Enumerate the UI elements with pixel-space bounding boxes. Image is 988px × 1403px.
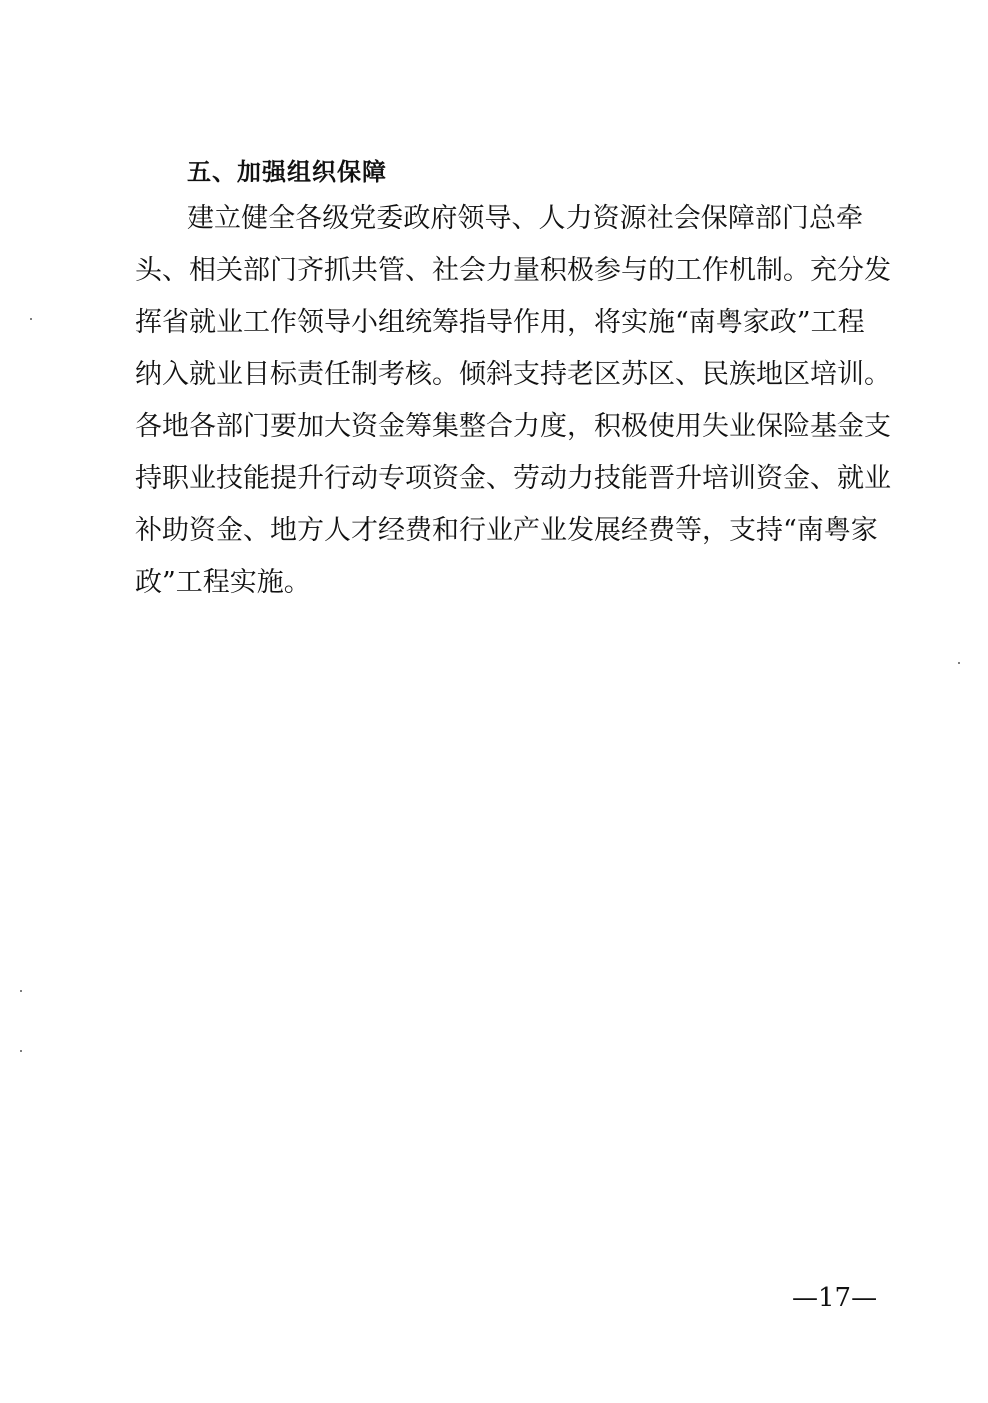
scan-speck <box>30 318 32 320</box>
scan-speck <box>20 990 22 992</box>
paragraph-line: 挥省就业工作领导小组统筹指导作用，将实施“南粤家政”工程 <box>135 307 865 338</box>
paragraph-line: 政”工程实施。 <box>135 567 311 598</box>
paragraph-line: 各地各部门要加大资金筹集整合力度，积极使用失业保险基金支 <box>135 411 891 442</box>
page-number: —17— <box>792 1283 878 1313</box>
paragraph-line: 头、相关部门齐抓共管、社会力量积极参与的工作机制。充分发 <box>135 255 891 286</box>
scan-speck <box>958 662 960 664</box>
scan-speck <box>20 1050 22 1052</box>
paragraph-line: 持职业技能提升行动专项资金、劳动力技能晋升培训资金、就业 <box>135 463 891 494</box>
paragraph-line: 纳入就业目标责任制考核。倾斜支持老区苏区、民族地区培训。 <box>135 359 891 390</box>
paragraph-line: 补助资金、地方人才经费和行业产业发展经费等，支持“南粤家 <box>135 515 878 546</box>
paragraph-line: 建立健全各级党委政府领导、人力资源社会保障部门总牵 <box>187 203 863 234</box>
section-heading: 五、加强组织保障 <box>187 158 387 186</box>
